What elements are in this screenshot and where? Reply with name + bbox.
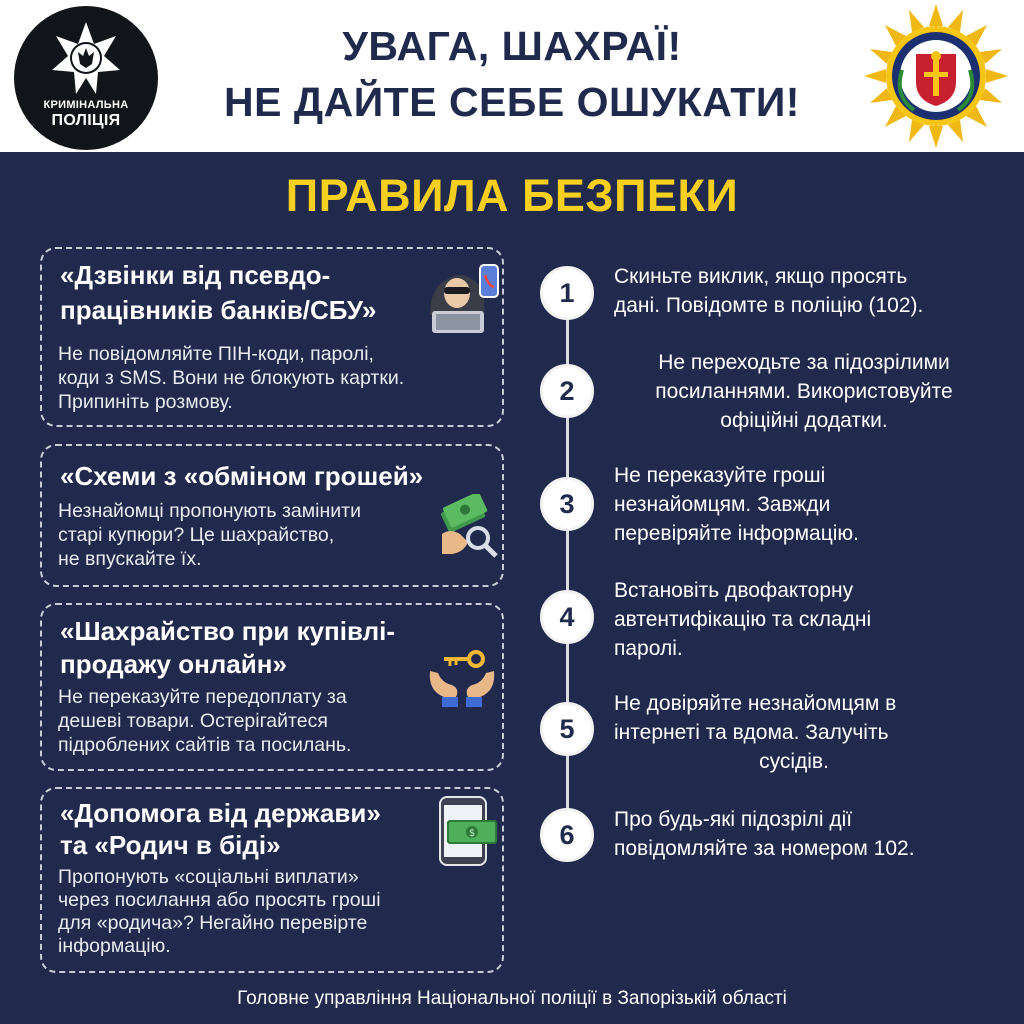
card-text-line: Пропонують «соціальні виплати»	[58, 866, 359, 888]
step-number-6: 6	[540, 808, 594, 862]
step-text-1	[614, 262, 1004, 320]
step-number-5: 5	[540, 702, 594, 756]
card-text-line: дешеві товари. Остерігайтеся	[58, 710, 328, 732]
step-text-line: Не переказуйте гроші	[614, 464, 826, 487]
page-title-line1: УВАГА, ШАХРАЇ!	[342, 23, 682, 69]
step-text-line: офіційні додатки.	[720, 409, 888, 432]
step-text-line: сусідів.	[759, 750, 829, 773]
money-magnifier-icon	[438, 494, 500, 562]
step-text-line: Не довіряйте незнайомцям в	[614, 692, 897, 715]
hands-key-icon	[426, 645, 498, 709]
step-text-6	[614, 805, 1004, 863]
logo-caption-line2: ПОЛІЦІЯ	[51, 112, 121, 129]
card-title-line: та «Родич в біді»	[60, 830, 281, 860]
step-text-2	[614, 348, 994, 435]
card-text-line: підроблених сайтів та посилань.	[58, 734, 352, 756]
card-title-line: «Шахрайство при купівлі-	[60, 616, 396, 646]
scam-card-money-exchange	[40, 444, 504, 587]
sun-emblem-icon	[862, 2, 1010, 150]
card-title-line: «Схеми з «обміном грошей»	[60, 461, 424, 491]
card-text-line: старі купюри? Це шахрайство,	[58, 524, 335, 546]
header	[0, 0, 1024, 152]
card-text-line: Припиніть розмову.	[58, 391, 233, 413]
criminal-police-logo	[14, 6, 158, 150]
card-text-line: через посилання або просять гроші	[58, 889, 381, 911]
step-text-line: Не переходьте за підозрілими	[658, 351, 950, 374]
step-number-1: 1	[540, 266, 594, 320]
step-text-line: повідомляйте за номером 102.	[614, 837, 915, 860]
card-text-line: Не переказуйте передоплату за	[58, 686, 347, 708]
phone-money-icon	[434, 795, 500, 867]
section-title: ПРАВИЛА БЕЗПЕКИ	[285, 170, 739, 221]
step-text-line: перевіряйте інформацію.	[614, 522, 859, 545]
step-number-2: 2	[540, 364, 594, 418]
step-text-4	[614, 576, 1004, 663]
card-title-line: «Допомога від держави»	[60, 798, 381, 828]
card-text-line: не впускайте їх.	[58, 548, 202, 570]
card-title-line: продажу онлайн»	[60, 649, 287, 679]
card-text-line: коди з SMS. Вони не блокують картки.	[58, 367, 405, 389]
step-text-3	[614, 461, 1004, 548]
step-text-line: автентифікацію та складні	[614, 608, 872, 631]
scam-card-online-shopping	[40, 603, 504, 771]
scam-card-state-help	[40, 787, 504, 973]
step-text-line: посиланнями. Використовуйте	[655, 380, 953, 403]
step-text-line: Скиньте виклик, якщо просять	[614, 265, 908, 288]
card-text-line: інформацію.	[58, 935, 171, 957]
step-text-line: паролі.	[614, 637, 683, 660]
card-title-line: працівників банків/СБУ»	[60, 295, 377, 325]
step-number-3: 3	[540, 477, 594, 531]
page-title-line2: НЕ ДАЙТЕ СЕБЕ ОШУКАТИ!	[224, 79, 800, 125]
step-text-line: дані. Повідомте в поліцію (102).	[614, 294, 924, 317]
step-text-5	[614, 689, 974, 776]
card-text-line: Незнайомці пропонують замінити	[58, 500, 362, 522]
svg-text:$: $	[468, 828, 476, 839]
regional-police-emblem	[862, 2, 1010, 150]
step-text-line: інтернеті та вдома. Залучіть	[614, 721, 889, 744]
card-title-line: «Дзвінки від псевдо-	[60, 260, 331, 290]
card-text-line: Не повідомляйте ПІН-коди, паролі,	[58, 343, 374, 365]
step-number-4: 4	[540, 590, 594, 644]
step-text-line: Про будь-які підозрілі дії	[614, 808, 853, 831]
step-text-line: незнайомцям. Завжди	[614, 493, 831, 516]
step-text-line: Встановіть двофакторну	[614, 579, 854, 602]
scam-card-bank-calls	[40, 247, 504, 427]
logo-caption-line1: КРИМІНАЛЬНА	[43, 99, 129, 111]
footer-text: Головне управління Національної поліції в Запорізькій області	[237, 988, 787, 1009]
card-text-line: для «родича»? Негайно перевірте	[58, 912, 368, 934]
hacker-phone-icon	[420, 257, 502, 337]
